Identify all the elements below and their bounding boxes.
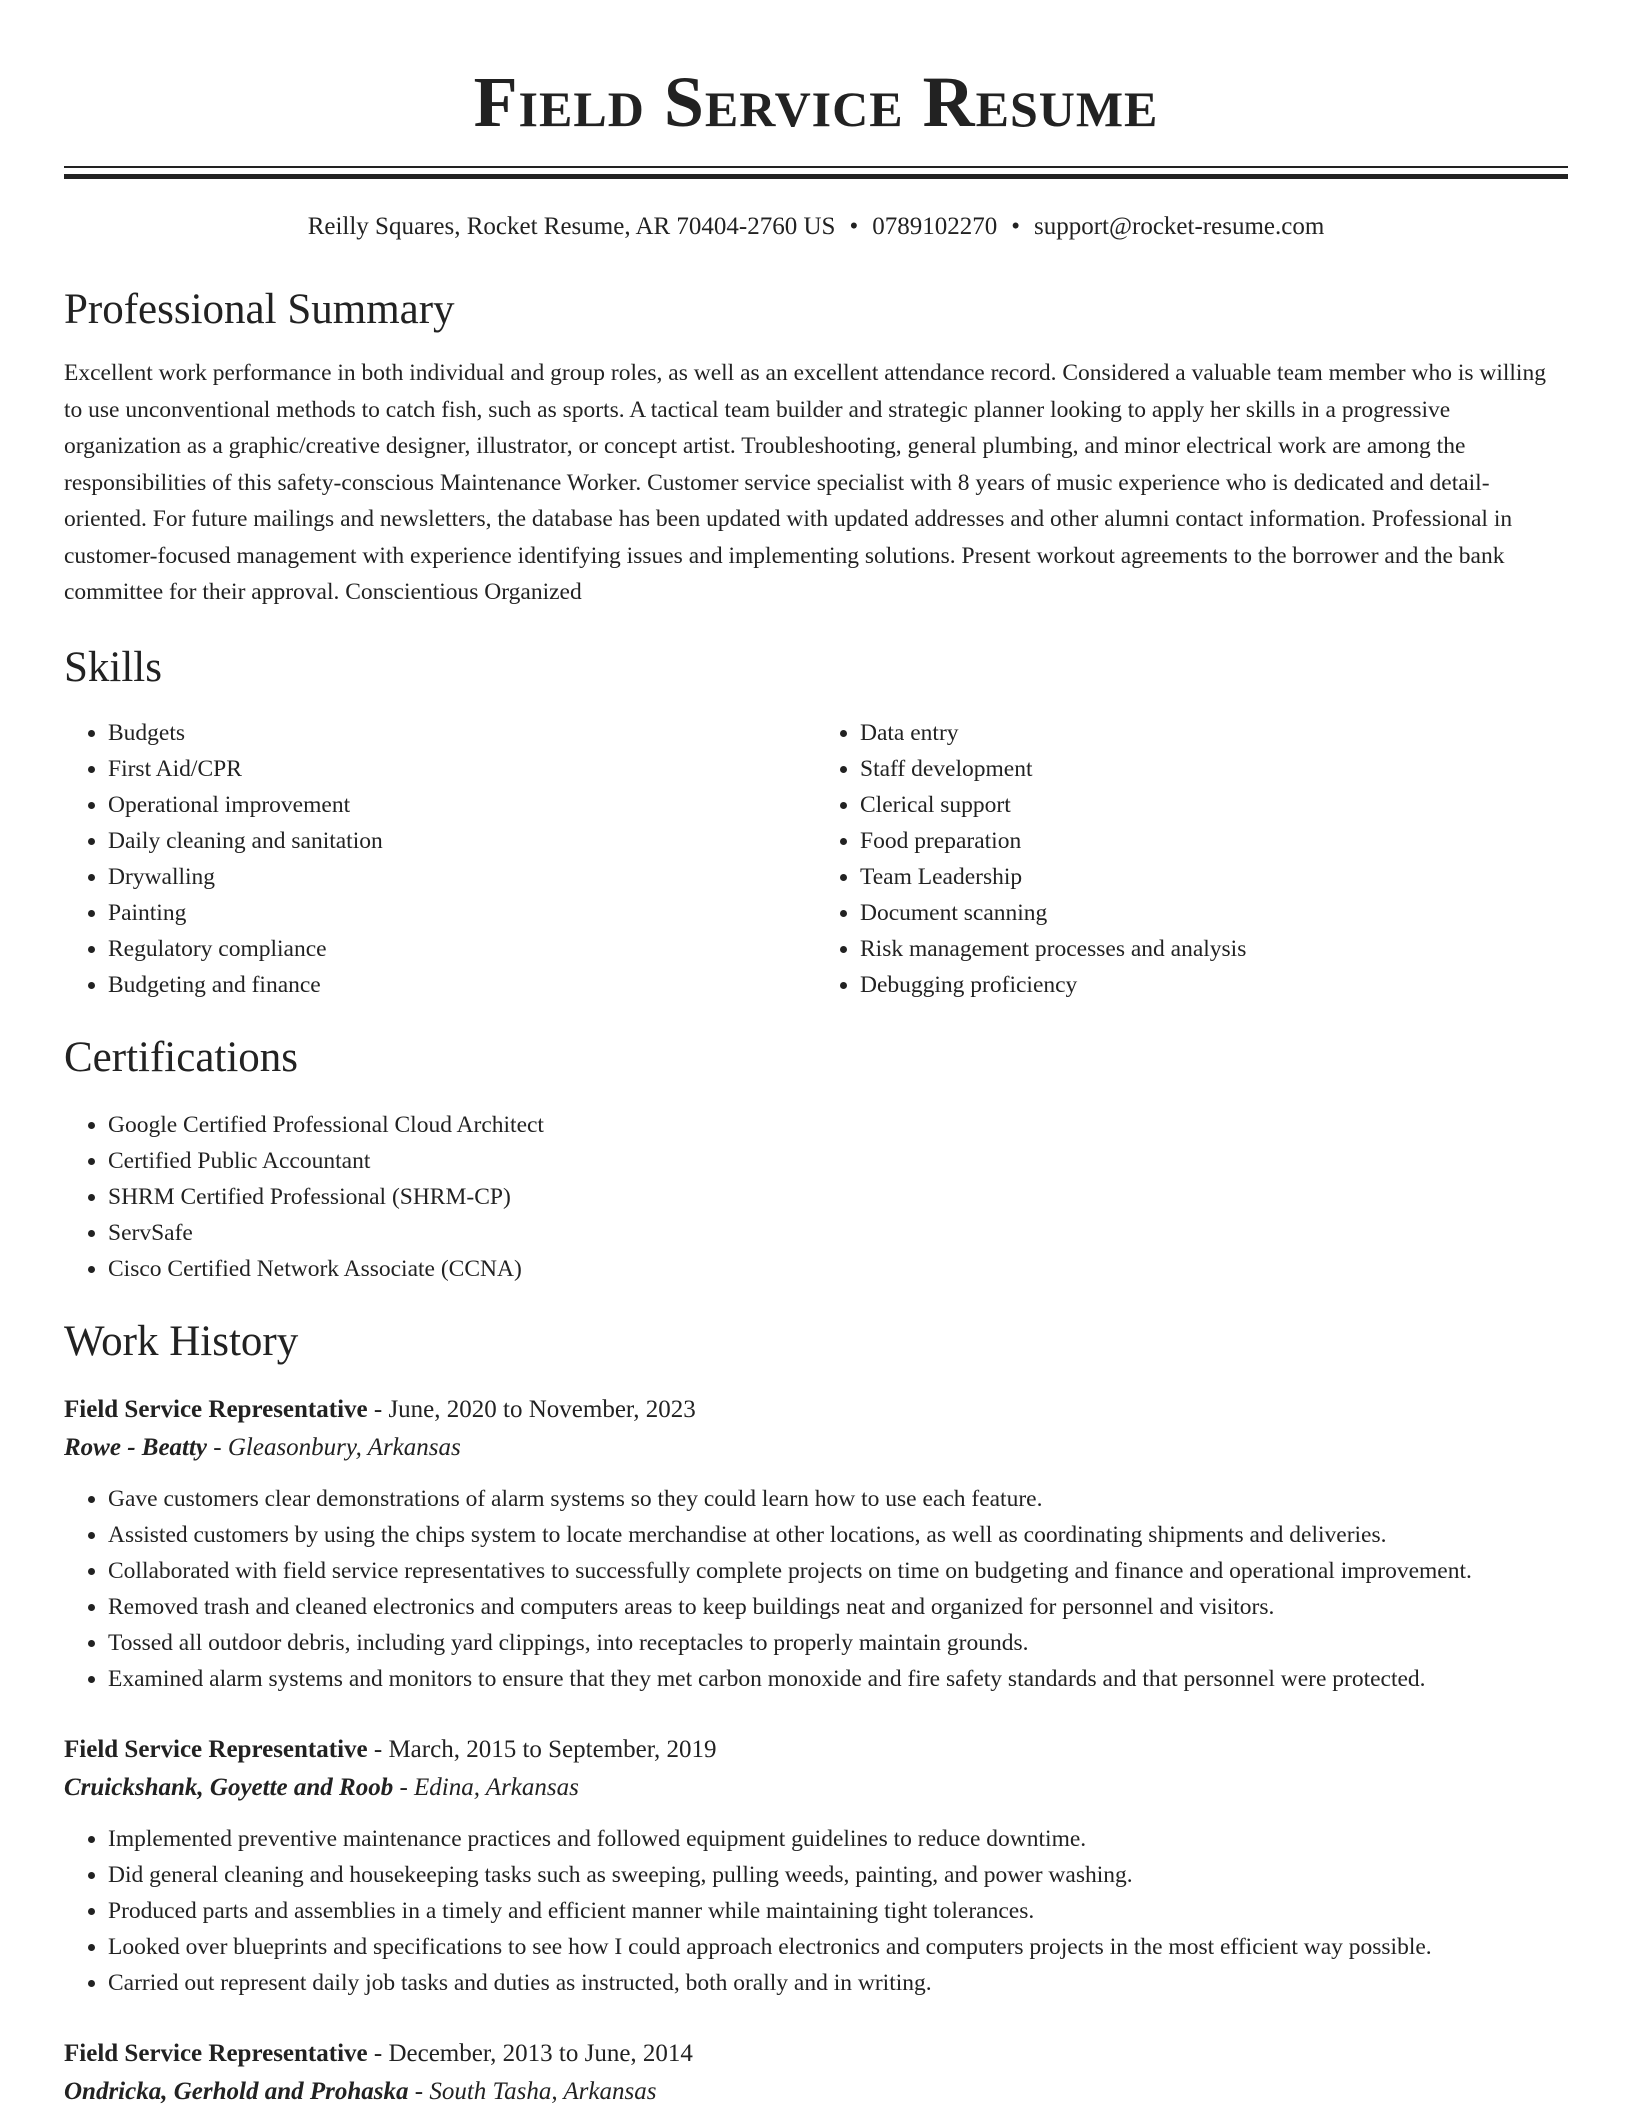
certifications-list <box>64 1107 1568 1287</box>
title-divider-thick <box>64 174 1568 179</box>
job-dash: - <box>367 2039 389 2067</box>
contact-separator: • <box>1011 213 1020 240</box>
certification-item: • ServSafe <box>108 1215 1568 1251</box>
skill-item: • Drywalling <box>108 859 816 895</box>
skill-item: • Daily cleaning and sanitation <box>108 823 816 859</box>
job-role: Field Service Representative <box>64 1735 368 1763</box>
job-location: Gleasonbury, Arkansas <box>227 1433 461 1461</box>
certifications-heading: Certifications <box>64 1033 299 1081</box>
skill-item: • Painting <box>108 895 816 931</box>
summary-text: Excellent work performance in both individual and group roles, as well as an excellent attendance record. Considered a valuable team member who is willing to use unconventional methods to catch fish, such as sports. A tactical team builder and strategic planner looking to apply her skills in a progressive organization as a graphic/creative designer, illustrator, or concept artist. Troubleshooting, general plumbing, and minor electrical work are among the responsibilities of this safety-conscious Maintenance Worker. Customer service specialist with 8 years of music experience who is dedicated and detail-oriented. For future mailings and newsletters, the database has been updated with updated addresses and other alumni contact information. Professional in customer-focused management with experience identifying issues and implementing solutions. Present workout agreements to the borrower and the bank committee for their approval. Conscientious Organized <box>64 360 1546 605</box>
job-dash: - <box>393 1773 415 1801</box>
contact-line <box>64 209 1568 245</box>
resume-page <box>64 0 1568 2111</box>
work-history-heading: Work History <box>64 1317 299 1365</box>
contact-email: support@rocket-resume.com <box>1033 213 1325 240</box>
certification-item: • Certified Public Accountant <box>108 1143 1568 1179</box>
contact-address: Reilly Squares, Rocket Resume, AR 70404-2760 US <box>307 213 836 240</box>
skill-item: • Staff development <box>860 751 1568 787</box>
job-title-line <box>64 1731 1568 1769</box>
job-duty: • Removed trash and cleaned electronics and computers areas to keep buildings neat and organized for personnel and visitors. <box>108 1589 1568 1625</box>
job-entry <box>64 2035 1568 2111</box>
job-title-line <box>64 2035 1568 2073</box>
contact-phone: 0789102270 <box>872 213 998 240</box>
skill-item: • Risk management processes and analysis <box>860 931 1568 967</box>
resume-title: Field Service Resume <box>473 62 1159 142</box>
job-duty: • Did general cleaning and housekeeping tasks such as sweeping, pulling weeds, painting, and power washing. <box>108 1857 1568 1893</box>
skills-grid <box>64 715 1568 1003</box>
contact-separator: • <box>849 213 859 240</box>
skill-item: • Budgeting and finance <box>108 967 816 1003</box>
job-duties-list <box>64 1481 1568 1697</box>
job-title-line <box>64 1391 1568 1429</box>
summary-heading: Professional Summary <box>64 286 455 333</box>
skill-item: • Operational improvement <box>108 787 816 823</box>
job-duty: • Examined alarm systems and monitors to ensure that they met carbon monoxide and fire safety standards and that personnel were protected. <box>108 1661 1568 1697</box>
title-divider-thin <box>64 166 1568 168</box>
certification-item: • Cisco Certified Network Associate (CCNA) <box>108 1251 1568 1287</box>
job-role: Field Service Representative <box>64 2039 368 2067</box>
job-duty: • Tossed all outdoor debris, including yard clippings, into receptacles to properly maintain grounds. <box>108 1625 1568 1661</box>
job-duties-list <box>64 1821 1568 2001</box>
job-entry <box>64 1731 1568 2001</box>
skill-item: • Food preparation <box>860 823 1568 859</box>
job-entry <box>64 1391 1568 1697</box>
skills-heading: Skills <box>64 643 162 691</box>
skill-item: • Clerical support <box>860 787 1568 823</box>
job-employer-line <box>64 1769 1568 1807</box>
skill-item: • Document scanning <box>860 895 1568 931</box>
job-duty: • Assisted customers by using the chips system to locate merchandise at other locations, as well as coordinating shipments and deliveries. <box>108 1517 1568 1553</box>
skill-item: • Regulatory compliance <box>108 931 816 967</box>
skill-item: • Team Leadership <box>860 859 1568 895</box>
job-dash: - <box>367 1735 389 1763</box>
skills-list-right <box>816 715 1568 1003</box>
job-company: Ondricka, Gerhold and Prohaska <box>64 2077 409 2105</box>
job-duty: • Collaborated with field service representatives to successfully complete projects on time on budgeting and finance and operational improvement. <box>108 1553 1568 1589</box>
skill-item: • First Aid/CPR <box>108 751 816 787</box>
job-role: Field Service Representative <box>64 1395 368 1423</box>
job-duty: • Implemented preventive maintenance practices and followed equipment guidelines to reduce downtime. <box>108 1821 1568 1857</box>
job-dash: - <box>408 2077 430 2105</box>
job-location: South Tasha, Arkansas <box>429 2077 657 2105</box>
job-duty: • Carried out represent daily job tasks and duties as instructed, both orally and in writing. <box>108 1965 1568 2001</box>
skill-item: • Debugging proficiency <box>860 967 1568 1003</box>
job-dates: March, 2015 to September, 2019 <box>388 1735 717 1763</box>
certification-item: • SHRM Certified Professional (SHRM-CP) <box>108 1179 1568 1215</box>
skill-item: • Data entry <box>860 715 1568 751</box>
job-employer-line <box>64 1429 1568 1467</box>
skills-list-left <box>64 715 816 1003</box>
job-dash: - <box>207 1433 228 1461</box>
job-employer-line <box>64 2073 1568 2111</box>
job-dates: December, 2013 to June, 2014 <box>388 2039 693 2067</box>
job-company: Cruickshank, Goyette and Roob <box>64 1773 394 1801</box>
certification-item: • Google Certified Professional Cloud Architect <box>108 1107 1568 1143</box>
job-dash: - <box>367 1395 389 1423</box>
job-duty: • Produced parts and assemblies in a timely and efficient manner while maintaining tight tolerances. <box>108 1893 1568 1929</box>
job-location: Edina, Arkansas <box>414 1773 579 1801</box>
job-duty: • Looked over blueprints and specifications to see how I could approach electronics and computers projects in the most efficient way possible. <box>108 1929 1568 1965</box>
job-duty: • Gave customers clear demonstrations of alarm systems so they could learn how to use each feature. <box>108 1481 1568 1517</box>
job-dates: June, 2020 to November, 2023 <box>388 1395 696 1423</box>
skill-item: • Budgets <box>108 715 816 751</box>
job-company: Rowe - Beatty <box>64 1433 208 1461</box>
